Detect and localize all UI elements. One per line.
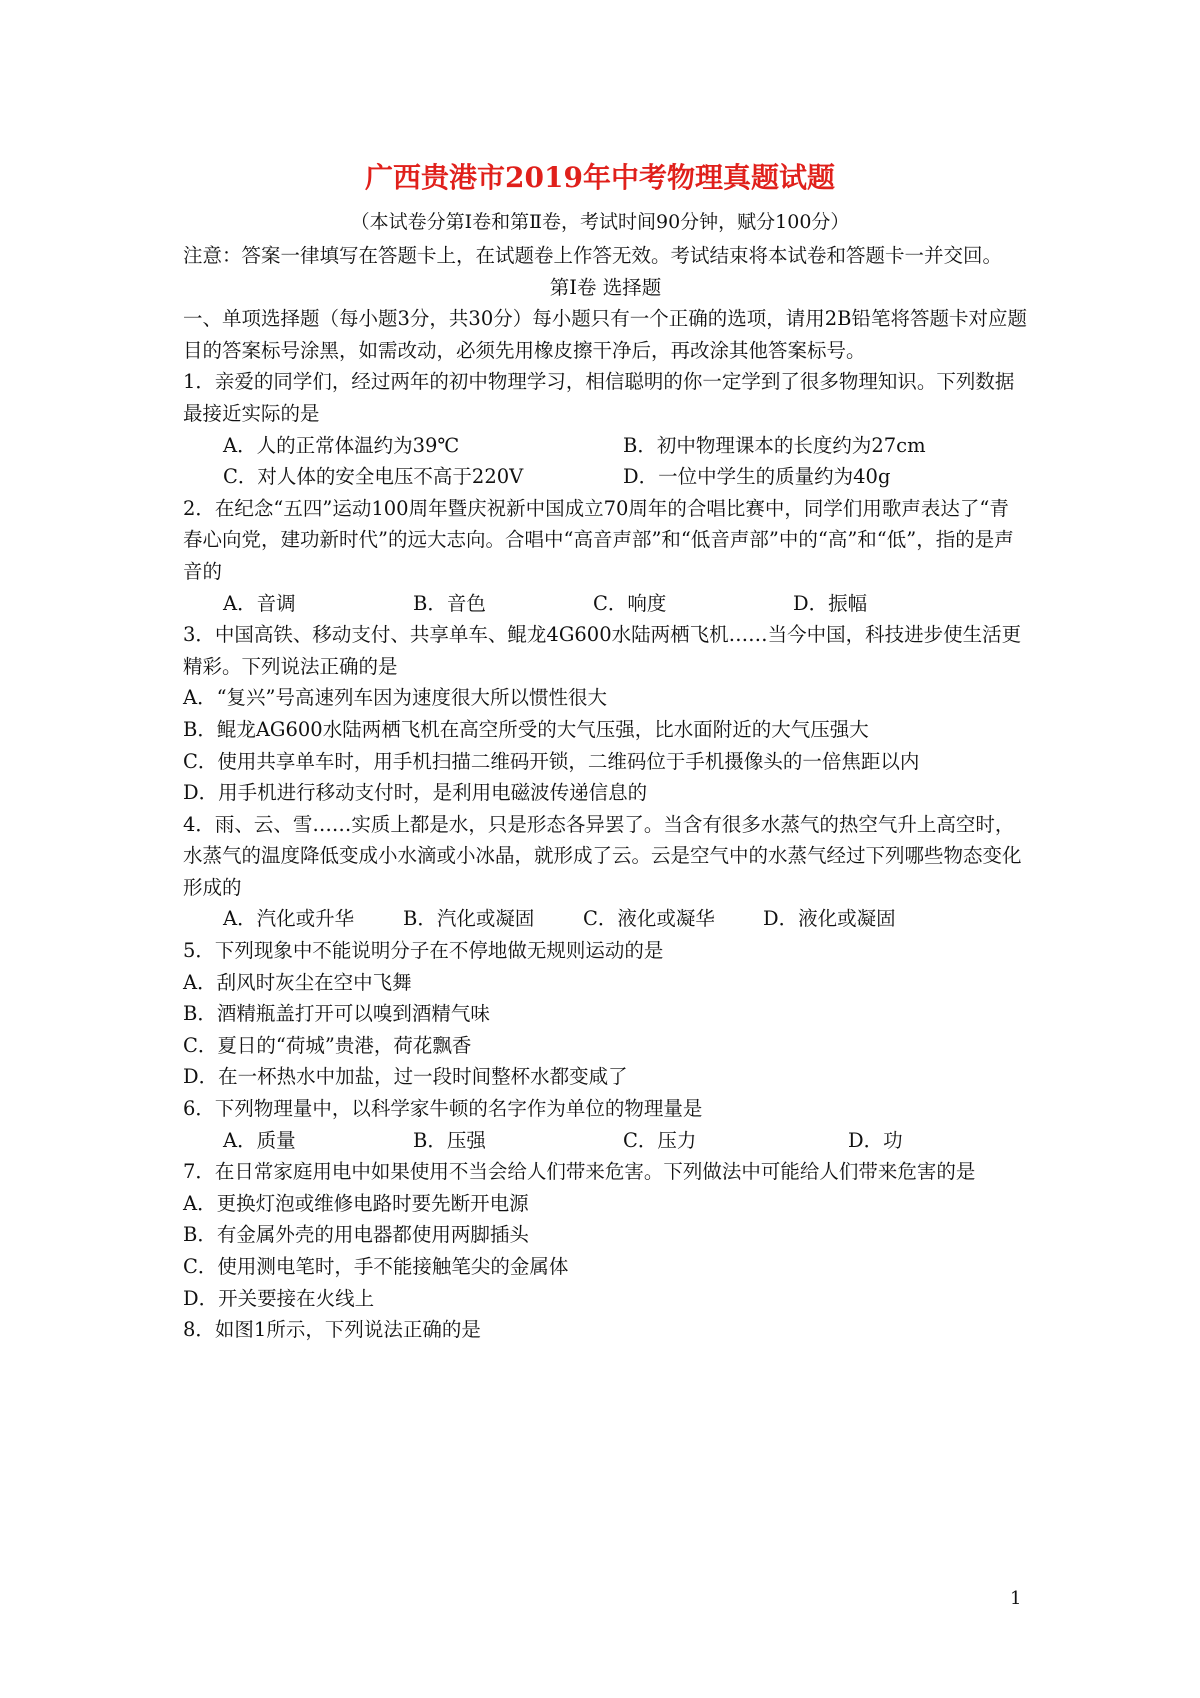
option: A．人的正常体温约为39℃ — [223, 433, 460, 457]
option: C．使用测电笔时，手不能接触笔尖的金属体 — [183, 1255, 569, 1278]
option: D．一位中学生的质量约为40g — [623, 465, 891, 489]
question-stem: 4．雨、云、雪……实质上都是水，只是形态各异罢了。当含有很多水蒸气的热空气升上高空时，水蒸气的温度降低变成小水滴或小冰晶，就形成了云。云是空气中的水蒸气经过下列哪些物态变化形成的 — [183, 812, 1022, 899]
option: A．音调 — [223, 591, 296, 615]
part-intro: 一、单项选择题（每小题3分，共30分）每小题只有一个正确的选项，请用2B铅笔将答题卡对应题目的答案标号涂黑，如需改动，必须先用橡皮擦干净后，再改涂其他答案标号。 — [183, 307, 1027, 362]
question-stem: 3．中国高铁、移动支付、共享单车、鲲龙4G600水陆两栖飞机……当今中国，科技进步使生活更精彩。下列说法正确的是 — [183, 623, 1022, 678]
option-row — [183, 1125, 1028, 1157]
option: B．初中物理课本的长度约为27cm — [623, 433, 926, 457]
page-title: 广西贵港市2019年中考物理真题试题 — [365, 161, 835, 194]
option: C．压力 — [623, 1128, 697, 1152]
option: D．开关要接在火线上 — [183, 1286, 375, 1310]
exam-info: （本试卷分第Ⅰ卷和第Ⅱ卷，考试时间90分钟，赋分100分） — [350, 211, 850, 233]
option-row — [183, 430, 1028, 462]
question-stem: 2．在纪念“五四”运动100周年暨庆祝新中国成立70周年的合唱比赛中，同学们用歌声表达了“青春心向党，建功新时代”的远大志向。合唱中“高音声部”和“低音声部”中的“高”和“低”，指的是声音的 — [183, 496, 1014, 583]
option: A．质量 — [223, 1128, 296, 1152]
option: A．汽化或升华 — [223, 907, 355, 931]
page-number: 1 — [1010, 1588, 1022, 1609]
option: D．用手机进行移动支付时，是利用电磁波传递信息的 — [183, 781, 648, 805]
option: B．压强 — [413, 1128, 486, 1152]
question-stem: 6．下列物理量中，以科学家牛顿的名字作为单位的物理量是 — [183, 1097, 703, 1121]
option: D．液化或凝固 — [763, 907, 896, 931]
option: A．“复兴”号高速列车因为速度很大所以惯性很大 — [183, 686, 608, 710]
option: C．夏日的“荷城”贵港，荷花飘香 — [183, 1033, 472, 1057]
option: B．音色 — [413, 591, 486, 615]
question-stem: 1．亲爱的同学们，经过两年的初中物理学习，相信聪明的你一定学到了很多物理知识。下列数据最接近实际的是 — [183, 370, 1015, 425]
exam-content — [183, 240, 1028, 1346]
option: C．对人体的安全电压不高于220V — [223, 465, 524, 489]
question-stem: 8．如图1所示，下列说法正确的是 — [183, 1318, 481, 1342]
option-row — [183, 461, 1028, 493]
option: B．汽化或凝固 — [403, 907, 535, 931]
option: C．响度 — [593, 591, 667, 615]
question-stem: 7．在日常家庭用电中如果使用不当会给人们带来危害。下列做法中可能给人们带来危害的是 — [183, 1160, 976, 1184]
option: D．振幅 — [793, 591, 868, 615]
question-stem: 5．下列现象中不能说明分子在不停地做无规则运动的是 — [183, 939, 664, 963]
option: C．使用共享单车时，用手机扫描二维码开锁，二维码位于手机摄像头的一倍焦距以内 — [183, 749, 920, 773]
option: B．酒精瓶盖打开可以嗅到酒精气味 — [183, 1002, 490, 1026]
option: A．更换灯泡或维修电路时要先断开电源 — [183, 1191, 529, 1215]
option-row — [183, 588, 1028, 620]
option: B．有金属外壳的用电器都使用两脚插头 — [183, 1223, 529, 1247]
option-row — [183, 903, 1028, 935]
option: B．鲲龙AG600水陆两栖飞机在高空所受的大气压强，比水面附近的大气压强大 — [183, 717, 869, 741]
notice: 注意：答案一律填写在答题卡上，在试题卷上作答无效。考试结束将本试卷和答题卡一并交回。 — [183, 244, 1003, 267]
option: D．在一杯热水中加盐，过一段时间整杯水都变咸了 — [183, 1065, 628, 1089]
option: A．刮风时灰尘在空中飞舞 — [183, 970, 412, 994]
option: C．液化或凝华 — [583, 907, 715, 931]
option: D．功 — [848, 1128, 903, 1152]
section-title: 第Ⅰ卷 选择题 — [549, 275, 662, 299]
